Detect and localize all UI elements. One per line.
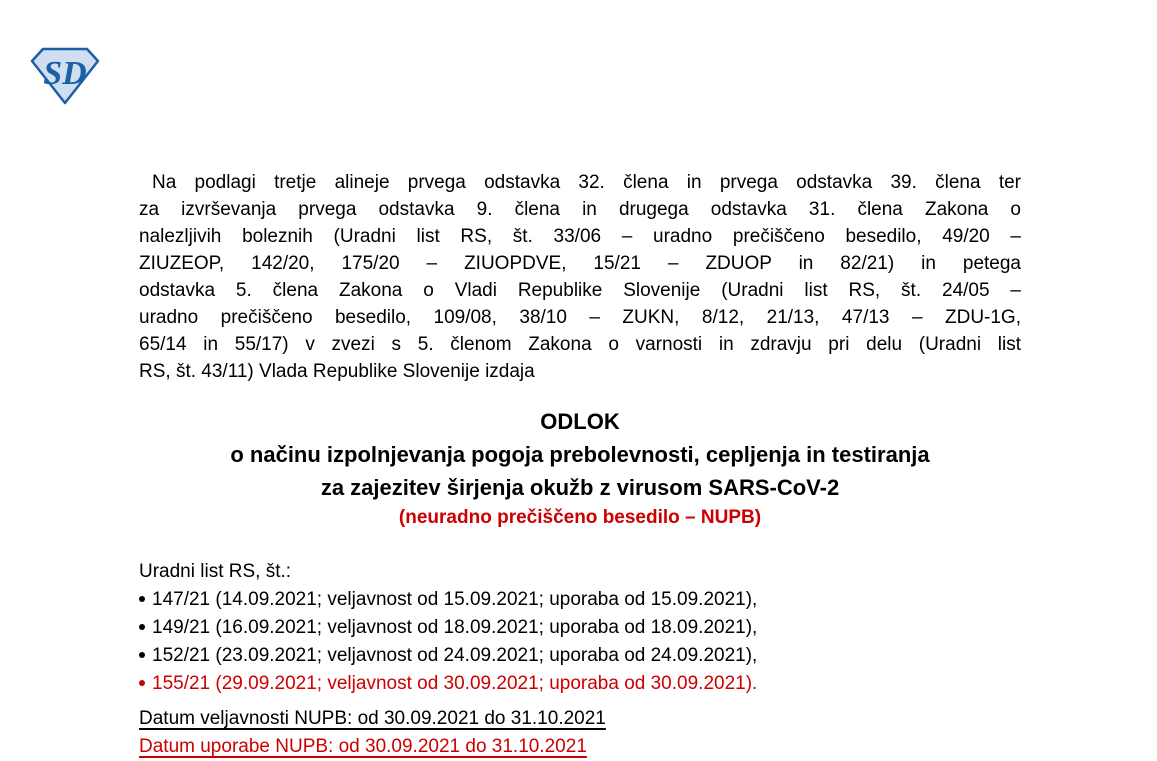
gazette-item-text: 152/21 (23.09.2021; veljavnost od 24.09.2021; uporaba od 24.09.2021),	[152, 645, 758, 666]
usage-date-line: Datum uporabe NUPB: od 30.09.2021 do 31.10.2021	[139, 736, 587, 757]
sd-shield-icon	[30, 46, 100, 106]
logo-letters: SD	[43, 55, 87, 92]
preamble-paragraph	[139, 169, 1021, 385]
gazette-item-text: 149/21 (16.09.2021; veljavnost od 18.09.2021; uporaba od 18.09.2021),	[152, 617, 758, 638]
validity-date-line: Datum veljavnosti NUPB: od 30.09.2021 do 31.10.2021	[139, 708, 606, 729]
gazette-item	[139, 586, 1021, 614]
validity-row	[139, 705, 1021, 733]
gazette-item	[139, 642, 1021, 670]
gazette-item	[139, 614, 1021, 642]
preamble-line: za izvrševanja prvega odstavka 9. člena in drugega odstavka 31. člena Zakona o	[139, 199, 1021, 220]
preamble-line: Na podlagi tretje alineje prvega odstavka 32. člena in prvega odstavka 39. člena ter	[152, 172, 1021, 193]
usage-row	[139, 733, 1021, 761]
bullet-icon	[139, 652, 145, 658]
gazette-item-text: 147/21 (14.09.2021; veljavnost od 15.09.2021; uporaba od 15.09.2021),	[152, 589, 758, 610]
gazette-heading: Uradni list RS, št.:	[139, 561, 292, 582]
preamble-line: nalezljivih boleznih (Uradni list RS, št. 33/06 – uradno prečiščeno besedilo, 49/20 –	[139, 226, 1021, 247]
decree-title-line2: o načinu izpolnjevanja pogoja prebolevnosti, cepljenja in testiranja	[230, 442, 930, 467]
validity-dates	[139, 705, 1021, 761]
decree-title-block	[139, 405, 1021, 532]
preamble-line: ZIUZEOP, 142/20, 175/20 – ZIUOPDVE, 15/21 – ZDUOP in 82/21) in petega	[139, 253, 1021, 274]
gazette-item-current	[139, 670, 1021, 698]
document-content	[139, 169, 1021, 761]
decree-subtitle-nupb: (neuradno prečiščeno besedilo – NUPB)	[398, 507, 762, 528]
bullet-icon	[139, 596, 145, 602]
sd-shield-logo	[30, 46, 100, 106]
bullet-icon	[139, 624, 145, 630]
preamble-line: odstavka 5. člena Zakona o Vladi Republike Slovenije (Uradni list RS, št. 24/05 –	[139, 280, 1021, 301]
preamble-line: 65/14 in 55/17) v zvezi s 5. členom Zakona o varnosti in zdravju pri delu (Uradni list	[139, 334, 1021, 355]
decree-title-line3: za zajezitev širjenja okužb z virusom SARS-CoV-2	[320, 475, 840, 500]
preamble-line: RS, št. 43/11) Vlada Republike Slovenije izdaja	[139, 361, 535, 382]
preamble-line: uradno prečiščeno besedilo, 109/08, 38/10 – ZUKN, 8/12, 21/13, 47/13 – ZDU-1G,	[139, 307, 1021, 328]
gazette-item-text: 155/21 (29.09.2021; veljavnost od 30.09.2021; uporaba od 30.09.2021).	[152, 673, 758, 694]
gazette-list	[139, 558, 1021, 698]
bullet-icon	[139, 680, 145, 686]
decree-title-word: ODLOK	[540, 409, 620, 434]
